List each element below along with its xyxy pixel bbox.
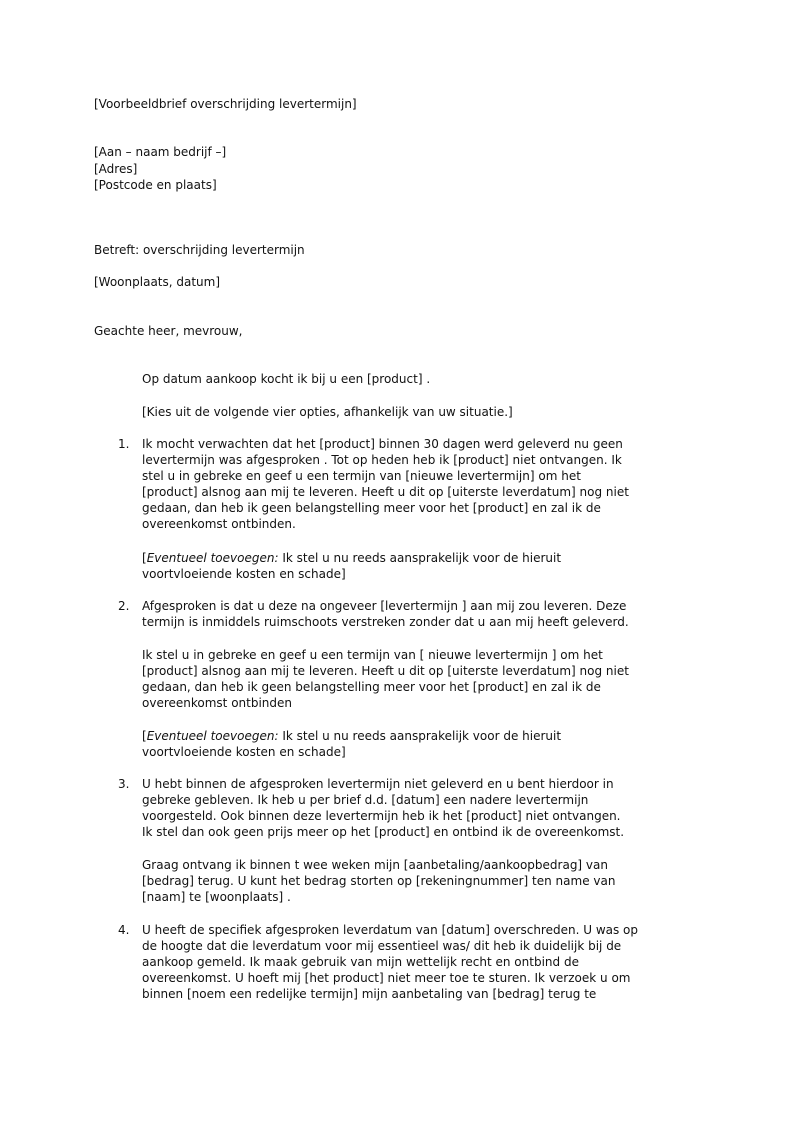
option-1-paragraph: Ik mocht verwachten dat het [product] binnen 30 dagen werd geleverd nu geen levertermijn was afgesproken . Tot op heden heb ik [product] niet ontvangen. Ik stel u in gebreke en geef u een termijn van [nieuwe levertermijn] om het [product] alsnog aan mij te leveren. Heeft u dit op [uiterste leverdatum] nog niet gedaan, dan heb ik geen belangstelling meer voor het [product] en zal ik de overeenkomst ontbinden. xyxy=(142,437,629,531)
option-2-paragraph: Afgesproken is dat u deze na ongeveer [levertermijn ] aan mij zou leveren. Deze termijn is inmiddels ruimschoots verstreken zonder dat u aan mij heeft geleverd. xyxy=(142,599,629,629)
subject-line: Betreft: overschrijding levertermijn xyxy=(94,243,305,257)
option-2-paragraph-2: Ik stel u in gebreke en geef u een termijn van [ nieuwe levertermijn ] om het [product] alsnog aan mij te leveren. Heeft u dit op [uiterste leverdatum] nog niet gedaan, dan heb ik geen belangstelling meer voor het [product] en zal ik de overeenkomst ontbinden xyxy=(142,648,629,710)
option-4-paragraph: U heeft de specifiek afgesproken leverdatum van [datum] overschreden. U was op de hoogte dat die leverdatum voor mij essentieel was/ dit heb ik duidelijk bij de aankoop gemeld. Ik maak gebruik van mijn wettelijk recht en ontbind de overeenkomst. U hoeft mij [het product] niet meer toe te sturen. Ik verzoek u om binnen [noem een redelijke termijn] mijn aanbetaling van [bedrag] terug te xyxy=(142,923,639,1001)
salutation: Geachte heer, mevrouw, xyxy=(94,324,243,338)
option-3-paragraph-2: Graag ontvang ik binnen t wee weken mijn [aanbetaling/aankoopbedrag] van [bedrag] terug. U kunt het bedrag storten op [rekeningnummer] ten name van [naam] te [woonplaats] . xyxy=(142,858,616,904)
option-number: 1. xyxy=(118,437,130,451)
option-2-optional-note: [Eventueel toevoegen: Ik stel u nu reeds aansprakelijk voor de hieruit voortvloeiende kosten en schade] xyxy=(142,729,562,759)
recipient-address: [Adres] xyxy=(94,162,138,176)
recipient-name: [Aan – naam bedrijf –] xyxy=(94,145,227,159)
recipient-postal: [Postcode en plaats] xyxy=(94,178,217,192)
instruction-note: [Kies uit de volgende vier opties, afhankelijk van uw situatie.] xyxy=(142,405,513,419)
option-1-optional-note: [Eventueel toevoegen: Ik stel u nu reeds aansprakelijk voor de hieruit voortvloeiende kosten en schade] xyxy=(142,551,562,581)
option-3-paragraph: U hebt binnen de afgesproken levertermijn niet geleverd en u bent hierdoor in gebreke gebleven. Ik heb u per brief d.d. [datum] een nadere levertermijn voorgesteld. Ook binnen deze levertermijn heb ik het [product] niet ontvangen. Ik stel dan ook geen prijs meer op het [product] en ontbind ik de overeenkomst. xyxy=(142,777,625,839)
option-number: 2. xyxy=(118,599,130,613)
option-number: 4. xyxy=(118,923,130,937)
intro-paragraph: Op datum aankoop kocht ik bij u een [product] . xyxy=(142,372,431,386)
letter-title: [Voorbeeldbrief overschrijding levertermijn] xyxy=(94,97,357,111)
option-number: 3. xyxy=(118,777,130,791)
place-date: [Woonplaats, datum] xyxy=(94,275,221,289)
